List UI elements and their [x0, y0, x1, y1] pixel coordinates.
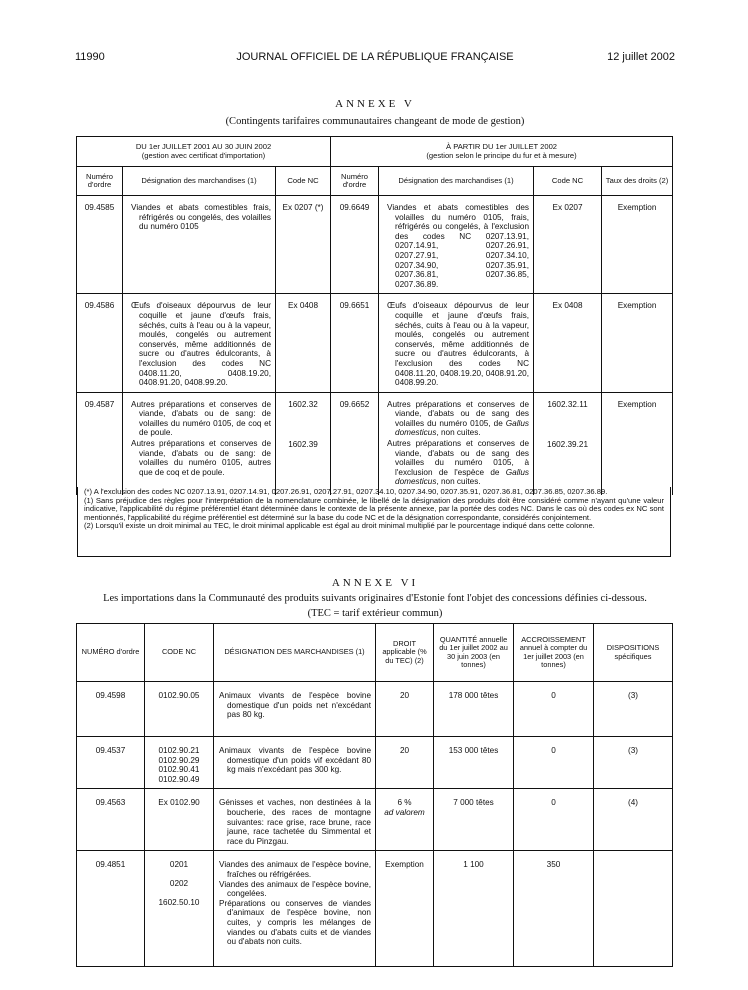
col-designation-old: Désignation des marchandises (1) [123, 167, 276, 196]
note-1: (1) Sans préjudice des règles pour l'interprétation de la nomenclature combinée, le libellé de la désignation des produits doit être considéré comme n'ayant qu'une valeur indicative, l'applicabilité du régime préférentiel étant déterminée dans le contexte de la présente annexe, par la portée des codes NC. Dans le cas où des codes ex NC sont mentionnés, l'applicabilité du régime préférentiel est déterminé sur la base du code NC et de la désignation correspondante, considérés conjointement. [84, 495, 664, 522]
dispositions: (4) [594, 789, 673, 851]
col-num-new: Numéro d'ordre [331, 167, 379, 196]
designation-a: Viandes des animaux de l'espèce bovine, fraîches ou réfrigérées. [219, 860, 371, 879]
droit-ad-valorem: ad valorem [384, 807, 425, 817]
group-header-new [331, 137, 673, 167]
quantite: 1 100 [434, 851, 514, 967]
table-row [77, 737, 673, 789]
accroissement: 350 [514, 851, 594, 967]
designation-new: Viandes et abats comestibles des volailles du numéro 0105, frais, réfrigérés ou congelés, à l'exclusion des codes NC 0207.13.91, 0207.14.91, 0207.26.91, 0207.27.91, 0207.34.10, 0207.34.90, 0207.35.91, 0207.36.81, 0207.36.85, 0207.36.89. [387, 203, 530, 289]
col-designation-new: Désignation des marchandises (1) [379, 167, 534, 196]
page-number: 11990 [75, 51, 105, 63]
designation: Animaux vivants de l'espèce bovine domestique d'un poids vif excédant 80 kg mais n'excédant pas 300 kg. [219, 746, 371, 775]
designation-old-a: Autres préparations et conserves de viande, d'abats ou de sang: de volailles du numéro 0105, de coq et de poule. [131, 399, 271, 438]
num-new: 09.6649 [331, 196, 379, 294]
code-nc: Ex 0102.90 [158, 798, 200, 808]
quantite: 178 000 têtes [434, 682, 514, 737]
publication-date: 12 juillet 2002 [607, 51, 675, 63]
note-2: (2) Lorsqu'il existe un droit minimal au TEC, le droit minimal applicable est égal au droit minimal multiplié par le pourcentage indiqué dans cette colonne. [84, 521, 595, 531]
rate: Exemption [602, 294, 673, 392]
designation: Génisses et vaches, non destinées à la boucherie, des races de montagne suivantes: race grise, race brune, race jaune, race tachetée du Simmental et race du Pinzgau. [219, 798, 371, 846]
rate: Exemption [602, 196, 673, 294]
group-new-sub: (gestion selon le principe du fur et à mesure) [426, 150, 577, 160]
annexe6-title: ANNEXE VI [331, 577, 419, 589]
code-old: Ex 0408 [276, 294, 331, 392]
page-header [75, 51, 675, 65]
numero: 09.4851 [77, 851, 145, 967]
table-row [77, 789, 673, 851]
num-old: 09.4587 [77, 392, 123, 495]
col-accroissement: ACCROISSEMENT annuel à compter du 1er juillet 2003 (en tonnes) [514, 624, 594, 682]
annexe5-title: ANNEXE V [335, 98, 415, 110]
num-old: 09.4586 [77, 294, 123, 392]
col-designation: DÉSIGNATION DES MARCHANDISES (1) [214, 624, 376, 682]
code-new: Ex 0207 [534, 196, 602, 294]
table-row [77, 392, 673, 495]
code-nc: 0102.90.49 [158, 774, 200, 784]
table-row [77, 851, 673, 967]
droit: 20 [376, 737, 434, 789]
table-row [77, 294, 673, 392]
annexe6-tec: (TEC = tarif extérieur commun) [307, 608, 443, 619]
num-new: 09.6651 [331, 294, 379, 392]
designation-new-a: Autres préparations et conserves de viande, d'abats ou de sang des volailles du numéro 0105, de Gallus domesticus, non cuites. [387, 399, 530, 438]
code-nc: 0102.90.29 [158, 755, 200, 765]
annexe6-intro: Les importations dans la Communauté des produits suivants originaires d'Estonie font l'objet des concessions définies ci-dessous. [103, 593, 647, 604]
code-old: Ex 0207 (*) [276, 196, 331, 294]
designation-b: Viandes des animaux de l'espèce bovine, congelées. [219, 879, 371, 899]
col-code-nc: CODE NC [145, 624, 214, 682]
designation-old: Œufs d'oiseaux dépourvus de leur coquille et jaune d'œufs frais, séchés, cuits à l'eau ou à la vapeur, moulés, congelés ou autrement conservés, même additionnés de sucre ou d'autres édulcorants, à l'exclusion des codes NC 0408.11.20, 0408.19.20, 0408.91.20, 0408.99.20. [131, 301, 271, 388]
group-new-title: À PARTIR DU 1er JUILLET 2002 [446, 142, 558, 151]
group-old-sub: (gestion avec certificat d'importation) [141, 150, 266, 160]
accroissement: 0 [514, 682, 594, 737]
designation-old-b: Autres préparations et conserves de viande, d'abats ou de sang: de volailles du numéro 0105, autres que de coq et de poule. [131, 439, 271, 477]
num-old: 09.4585 [77, 196, 123, 294]
quantite: 153 000 têtes [434, 737, 514, 789]
annexe6-table [76, 623, 673, 967]
quantite: 7 000 têtes [434, 789, 514, 851]
numero: 09.4563 [77, 789, 145, 851]
numero: 09.4598 [77, 682, 145, 737]
col-num-old: Numéro d'ordre [77, 167, 123, 196]
code-new-a: 1602.32.11 [547, 399, 588, 409]
note-star: (*) A l'exclusion des codes NC 0207.13.91, 0207.14.91, 0207.26.91, 0207.27.91, 0207.34.10, 0207.34.90, 0207.35.91, 0207.36.81, 0207.36.85, 0207.36.89. [84, 487, 608, 496]
droit: 20 [376, 682, 434, 737]
accroissement: 0 [514, 789, 594, 851]
designation: Animaux vivants de l'espèce bovine domestique d'un poids net n'excédant pas 80 kg. [219, 691, 371, 720]
code-nc-b: 0202 [169, 878, 189, 888]
code-nc: 0102.90.05 [158, 691, 200, 700]
code-nc: 0102.90.21 [158, 746, 200, 755]
annexe5-subtitle: (Contingents tarifaires communautaires changeant de mode de gestion) [225, 116, 525, 127]
droit: 6 % [397, 798, 412, 808]
group-header-old [77, 137, 331, 167]
code-nc-a: 0201 [169, 860, 189, 870]
rate: Exemption [602, 392, 673, 495]
num-new: 09.6652 [331, 392, 379, 495]
code-nc: 0102.90.41 [158, 765, 200, 775]
table-row [77, 196, 673, 294]
group-old-title: DU 1er JUILLET 2001 AU 30 JUIN 2002 [135, 142, 272, 151]
droit: Exemption [376, 851, 434, 967]
col-dispositions: DISPOSITIONS spécifiques [594, 624, 673, 682]
annexe5-table [76, 136, 673, 495]
dispositions [594, 851, 673, 967]
dispositions: (3) [594, 682, 673, 737]
col-rate: Taux des droits (2) [602, 167, 673, 196]
journal-title: JOURNAL OFFICIEL DE LA RÉPUBLIQUE FRANÇAISE [236, 51, 514, 63]
code-new-b: 1602.39.21 [547, 440, 588, 450]
col-numero: NUMÉRO d'ordre [77, 624, 145, 682]
col-code-new: Code NC [534, 167, 602, 196]
code-nc-c: 1602.50.10 [158, 897, 200, 907]
designation-old: Viandes et abats comestibles frais, réfrigérés ou congelés, des volailles du numéro 0105 [131, 203, 271, 232]
accroissement: 0 [514, 737, 594, 789]
code-old-a: 1602.32 [288, 399, 318, 409]
code-new: Ex 0408 [534, 294, 602, 392]
designation-c: Préparations ou conserves de viandes d'animaux de l'espèce bovine, non cuites, y compris les mélanges de viandes ou d'abats cuits et de viandes ou d'abats non cuits. [219, 898, 371, 947]
dispositions: (3) [594, 737, 673, 789]
designation-new-b: Autres préparations et conserves de viande, d'abats ou de sang des volailles du numéro 0105, à l'exclusion de l'espèce de Gallus domesticus, non cuites. [387, 439, 530, 487]
code-old-b: 1602.39 [288, 440, 318, 450]
numero: 09.4537 [77, 737, 145, 789]
designation-new: Œufs d'oiseaux dépourvus de leur coquille et jaune d'œufs frais, séchés, cuits à l'eau ou à la vapeur, moulés, congelés ou autrement conservés, même additionnés de sucre ou d'autres édulcorants, à l'exclusion des codes NC 0408.11.20, 0408.19.20, 0408.91.20, 0408.99.20. [387, 301, 530, 388]
col-droit: DROIT applicable (% du TEC) (2) [376, 624, 434, 682]
annexe5-notes [77, 487, 671, 557]
col-code-old: Code NC [276, 167, 331, 196]
col-quantite: QUANTITÉ annuelle du 1er juillet 2002 au 30 juin 2003 (en tonnes) [434, 624, 514, 682]
table-row [77, 682, 673, 737]
